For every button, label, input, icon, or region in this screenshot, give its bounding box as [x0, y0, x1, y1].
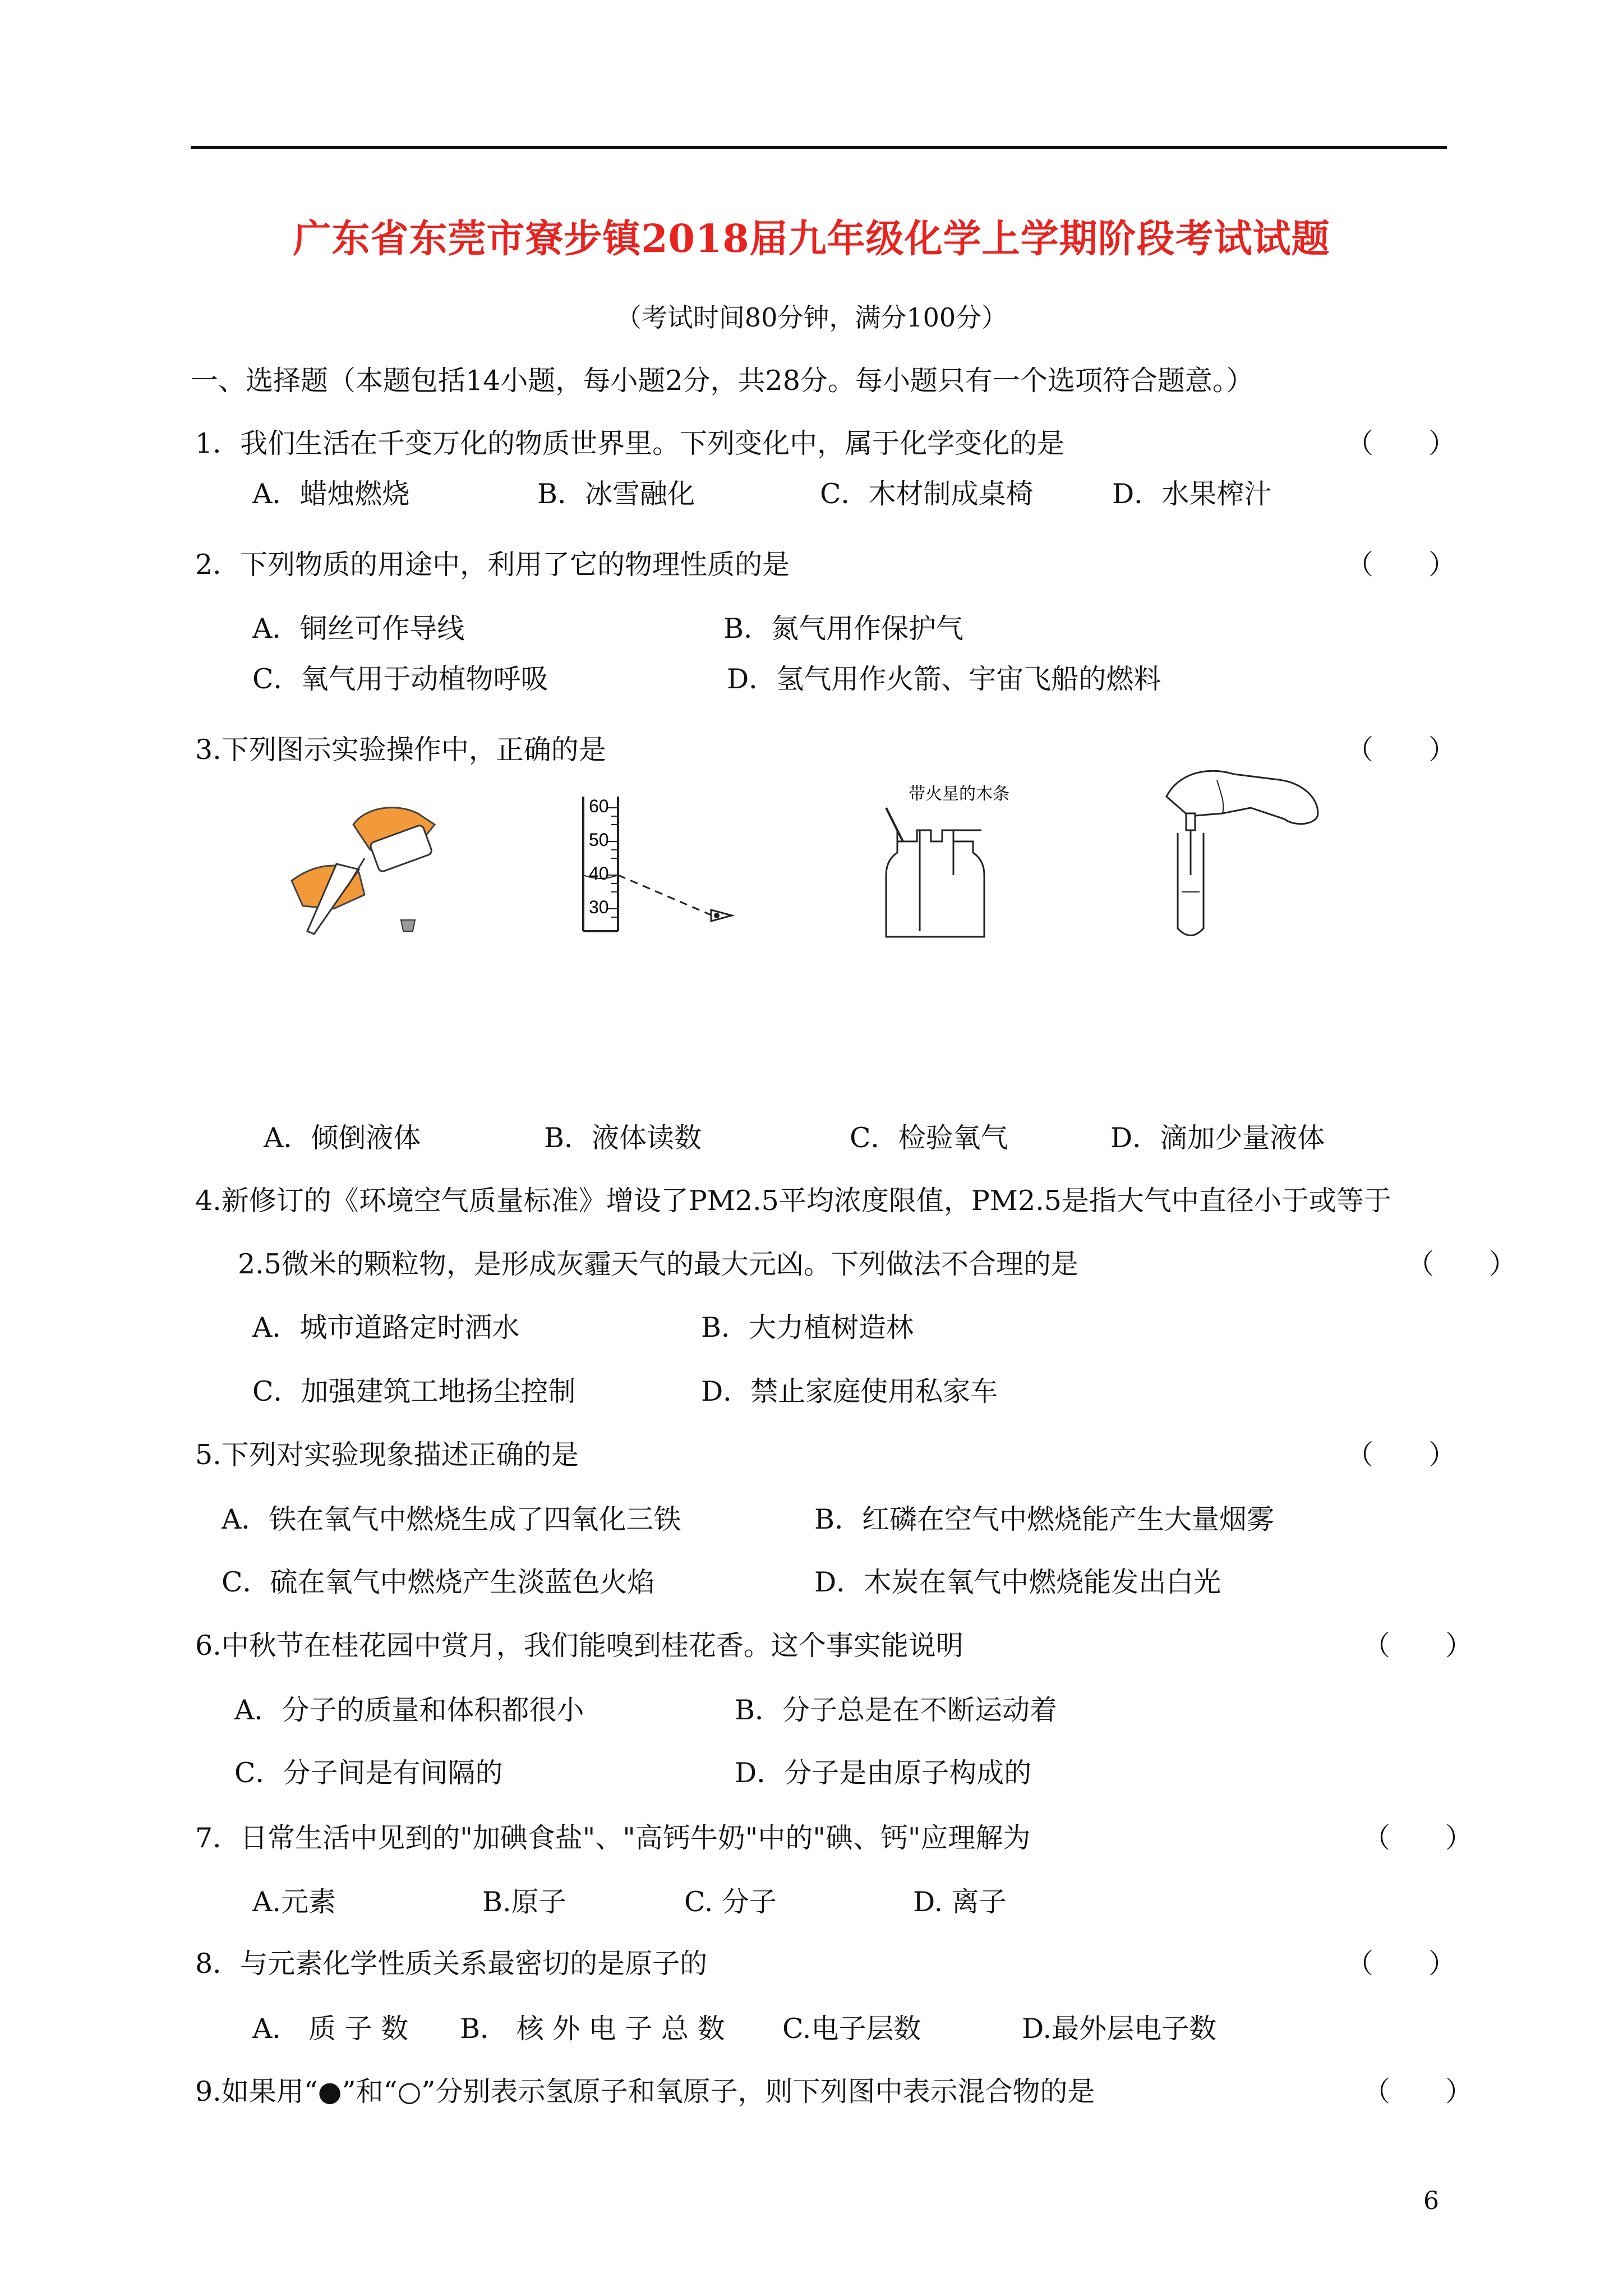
q2-answer-blank: （ ） — [1346, 549, 1456, 581]
q8-answer-blank: （ ） — [1346, 1948, 1456, 1980]
q4-stem-line1: 4.新修订的《环境空气质量标准》增设了PM2.5平均浓度限值，PM2.5是指大气中直径小于或等于 — [195, 1185, 1391, 1217]
q4-option-a: A．城市道路定时洒水 — [252, 1312, 520, 1343]
q2-option-b: B．氮气用作保护气 — [723, 613, 964, 645]
q9-stem: 9.如果用“●”和“○”分别表示氢原子和氧原子，则下列图中表示混合物的是 — [195, 2076, 1095, 2108]
q1-option-d: D．水果榨汁 — [1112, 478, 1272, 510]
q7-option-c: C. 分子 — [684, 1886, 777, 1918]
q5-option-a: A．铁在氧气中燃烧生成了四氧化三铁 — [222, 1503, 681, 1535]
tick-50: 50 — [589, 830, 609, 850]
q2-stem: 2．下列物质的用途中，利用了它的物理性质的是 — [195, 549, 790, 581]
tick-60: 60 — [589, 796, 609, 816]
section-heading: 一、选择题（本题包括14小题，每小题2分，共28分。每小题只有一个选项符合题意。） — [191, 365, 1254, 397]
glowing-splint-label: 带火星的木条 — [909, 784, 1009, 804]
q9-answer-blank: （ ） — [1363, 2076, 1473, 2108]
q1-stem: 1．我们生活在千变万化的物质世界里。下列变化中，属于化学变化的是 — [195, 427, 1065, 459]
q8-option-b: B． 核 外 电 子 总 数 — [460, 2013, 725, 2045]
q5-stem: 5.下列对实验现象描述正确的是 — [195, 1439, 579, 1471]
q5-option-c: C．硫在氧气中燃烧产生淡蓝色火焰 — [222, 1566, 655, 1598]
exam-info: （考试时间80分钟，满分100分） — [615, 302, 1008, 333]
q6-option-c: C．分子间是有间隔的 — [234, 1757, 503, 1789]
q6-option-a: A．分子的质量和体积都很小 — [234, 1694, 584, 1726]
page-number: 6 — [1423, 2187, 1439, 2215]
q1-option-b: B．冰雪融化 — [537, 478, 695, 510]
q8-stem: 8．与元素化学性质关系最密切的是原子的 — [195, 1948, 708, 1980]
q8-option-c: C.电子层数 — [782, 2013, 921, 2045]
q7-answer-blank: （ ） — [1363, 1822, 1473, 1854]
q8-option-d: D.最外层电子数 — [1022, 2013, 1217, 2045]
tick-30: 30 — [589, 897, 609, 917]
q3-option-c: C．检验氧气 — [850, 1122, 1008, 1154]
q4-option-c: C．加强建筑工地扬尘控制 — [252, 1375, 576, 1407]
q6-option-d: D．分子是由原子构成的 — [735, 1757, 1032, 1789]
q5-option-d: D．木炭在氧气中燃烧能发出白光 — [814, 1566, 1221, 1598]
q5-answer-blank: （ ） — [1346, 1439, 1456, 1471]
q6-option-b: B．分子总是在不断运动着 — [735, 1694, 1058, 1726]
q7-option-d: D. 离子 — [913, 1886, 1007, 1918]
q3-answer-blank: （ ） — [1346, 734, 1456, 766]
q4-answer-blank: （ ） — [1407, 1248, 1517, 1280]
q4-stem-line2: 2.5微米的颗粒物，是形成灰霾天气的最大元凶。下列做法不合理的是 — [238, 1248, 1078, 1280]
header-rule — [191, 146, 1447, 149]
figure-graduated-cylinder — [572, 785, 751, 942]
q8-option-a: A． 质 子 数 — [252, 2013, 409, 2045]
q7-stem: 7．日常生活中见到的"加碘食盐"、"高钙牛奶"中的"碘、钙"应理解为 — [195, 1822, 1031, 1854]
q6-stem: 6.中秋节在桂花园中赏月，我们能嗅到桂花香。这个事实能说明 — [195, 1630, 963, 1662]
q1-option-a: A．蜡烛燃烧 — [252, 478, 410, 510]
figure-dropper — [1155, 763, 1324, 942]
q7-option-a: A.元素 — [252, 1886, 336, 1918]
q4-option-d: D．禁止家庭使用私家车 — [701, 1375, 998, 1407]
q3-stem: 3.下列图示实验操作中，正确的是 — [195, 734, 606, 766]
q3-option-a: A．倾倒液体 — [264, 1122, 421, 1154]
q1-option-c: C．木材制成桌椅 — [820, 478, 1034, 510]
q2-option-c: C．氧气用于动植物呼吸 — [252, 663, 548, 695]
tick-40: 40 — [589, 863, 609, 884]
q2-option-a: A．铜丝可作导线 — [252, 613, 465, 645]
q5-option-b: B．红磷在空气中燃烧能产生大量烟雾 — [814, 1503, 1275, 1535]
q1-answer-blank: （ ） — [1346, 427, 1456, 459]
q6-answer-blank: （ ） — [1363, 1630, 1473, 1662]
figure-oxygen-test — [864, 774, 1054, 948]
q3-option-d: D．滴加少量液体 — [1110, 1122, 1325, 1154]
figure-pouring-liquid — [280, 797, 465, 942]
q7-option-b: B.原子 — [482, 1886, 566, 1918]
q4-option-b: B．大力植树造林 — [701, 1312, 914, 1343]
q2-option-d: D．氢气用作火箭、宇宙飞船的燃料 — [727, 663, 1161, 695]
q3-option-b: B．液体读数 — [544, 1122, 702, 1154]
page-title: 广东省东莞市寮步镇2018届九年级化学上学期阶段考试试题 — [293, 217, 1330, 261]
